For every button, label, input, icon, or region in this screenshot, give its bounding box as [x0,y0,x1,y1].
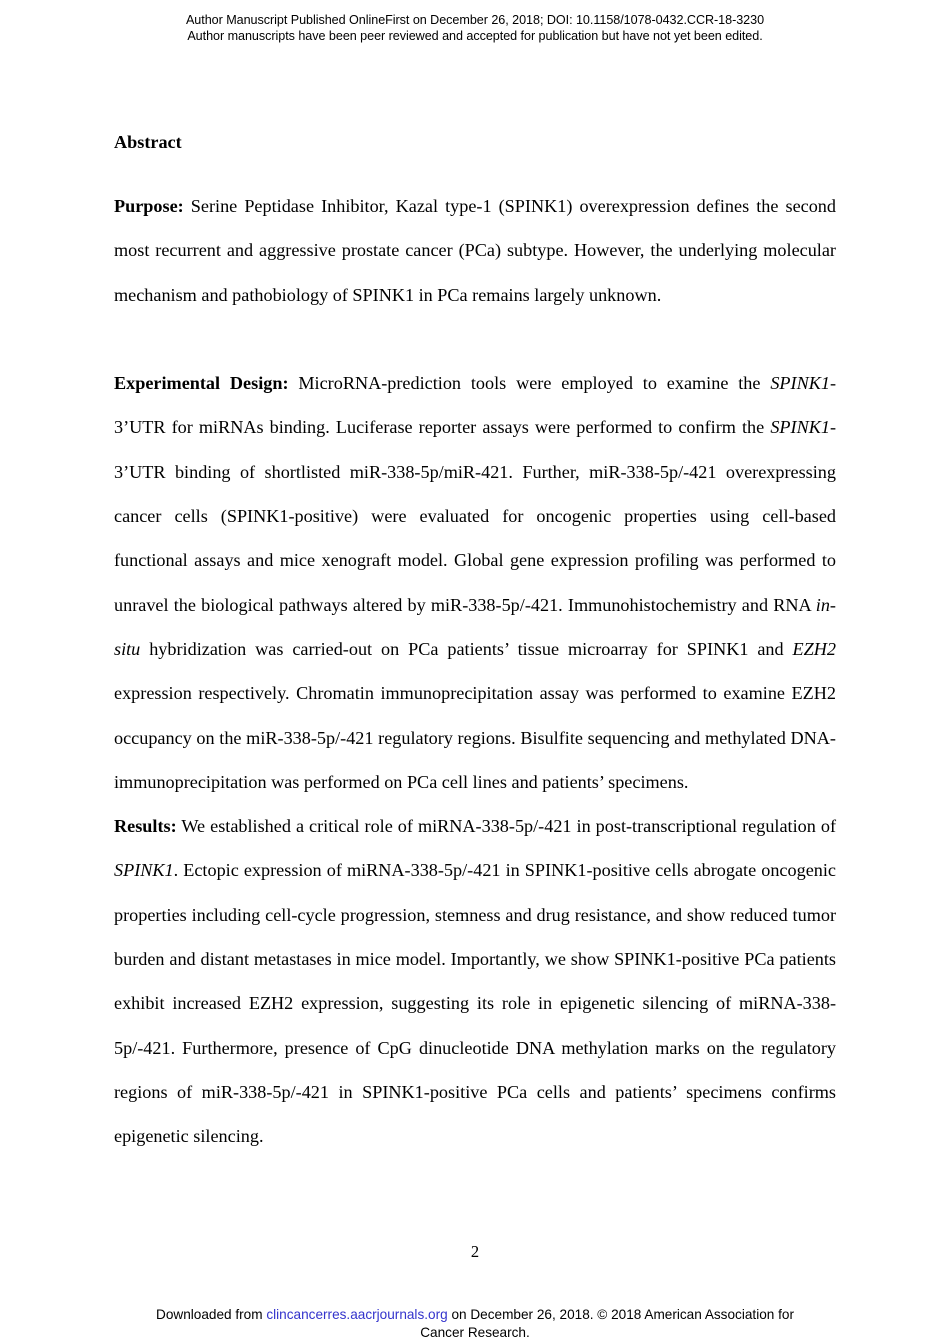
gene-spink1-1: SPINK1 [770,373,830,394]
paragraph-experimental-design [114,361,836,804]
experimental-design-seg4: hybridization was carried-out on PCa patients’ tissue microarray for SPINK1 and [140,638,793,659]
footer-line2: Cancer Research. [420,1324,530,1340]
experimental-design-seg2: -3’UTR for miRNAs binding. Luciferase reporter assays were performed to confirm the [114,373,836,438]
publisher-banner [0,13,950,44]
paragraph-results [114,804,836,1158]
results-seg2: . Ectopic expression of miRNA-338-5p/-421 in SPINK1-positive cells abrogate oncogenic properties including cell-cycle progression, stemness and drug resistance, and show reduced tumor burden and distant metastases in mice model. Importantly, we show SPINK1-positive PCa patients exhibit increased EZH2 expression, suggesting its role in epigenetic silencing of miRNA-338-5p/-421. Furthermore, presence of CpG dinucleotide DNA methylation marks on the regulatory regions of miR-338-5p/-421 in SPINK1-positive PCa cells and patients’ specimens confirms epigenetic silencing. [114,860,836,1147]
experimental-design-seg3: -3’UTR binding of shortlisted miR-338-5p/miR-421. Further, miR-338-5p/-421 overexpressing cancer cells (SPINK1-positive) were evaluated for oncogenic properties using cell-based functional assays and mice xenograft model. Global gene expression profiling was performed to unravel the biological pathways altered by miR-338-5p/-421. Immunohistochemistry and RNA [114,417,836,615]
term-in-situ: in-situ [114,594,836,659]
gene-spink1-3: SPINK1 [114,860,174,881]
abstract-body [114,131,836,1159]
journal-link[interactable]: clincancerres.aacrjournals.org [266,1307,448,1322]
footer-prefix: Downloaded from [156,1307,267,1322]
gene-spink1-2: SPINK1 [770,417,830,438]
purpose-text: Serine Peptidase Inhibitor, Kazal type-1 (SPINK1) overexpression defines the second most recurrent and aggressive prostate cancer (PCa) subtype. However, the underlying molecular mechanism and pathobiology of SPINK1 in PCa remains largely unknown. [114,196,836,305]
download-footer [0,1306,950,1341]
gene-ezh2: EZH2 [792,638,836,659]
results-label: Results: [114,816,177,837]
experimental-design-seg1: MicroRNA-prediction tools were employed to examine the [288,373,771,394]
footer-suffix: on December 26, 2018. © 2018 American Association for [447,1307,794,1322]
results-seg1: We established a critical role of miRNA-338-5p/-421 in post-transcriptional regulation of [176,816,836,837]
experimental-design-label: Experimental Design: [114,373,289,394]
paragraph-purpose [114,184,836,317]
experimental-design-seg5: expression respectively. Chromatin immunoprecipitation assay was performed to examine EZH2 occupancy on the miR-338-5p/-421 regulatory regions. Bisulfite sequencing and methylated DNA-immunoprecipitation was performed on PCa cell lines and patients’ specimens. [114,683,836,792]
page-number: 2 [470,1242,480,1261]
abstract-heading: Abstract [114,132,182,152]
banner-line-doi: Author Manuscript Published OnlineFirst on December 26, 2018; DOI: 10.1158/1078-0432.CCR-18-3230 [185,13,765,27]
purpose-label: Purpose: [114,196,184,216]
banner-line-notice: Author manuscripts have been peer reviewed and accepted for publication but have not yet been edited. [187,28,763,43]
